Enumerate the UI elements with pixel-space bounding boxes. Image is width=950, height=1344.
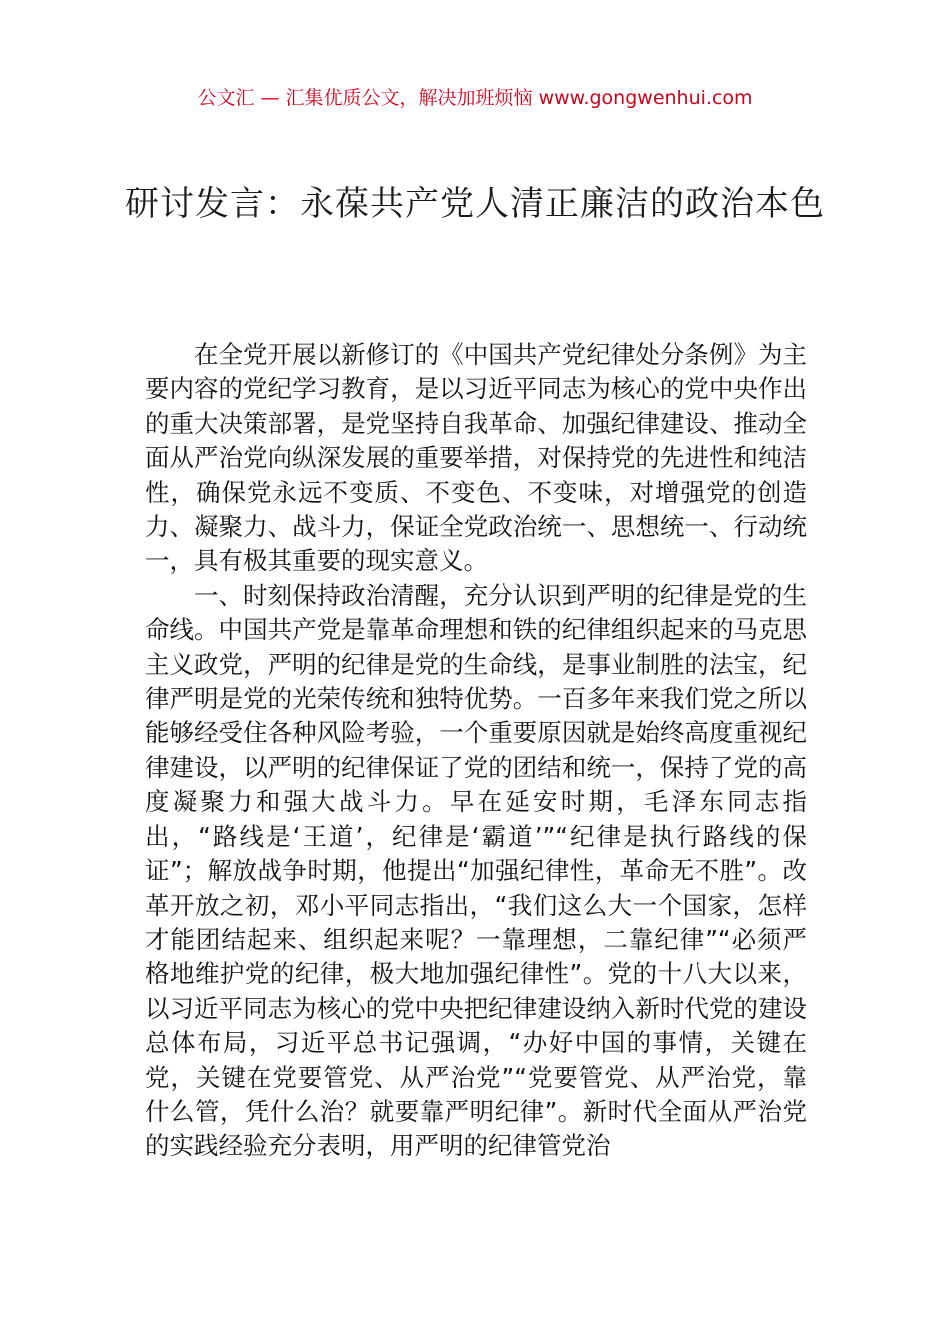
paragraph: 一、时刻保持政治清醒，充分认识到严明的纪律是党的生命线。中国共产党是靠革命理想和铁的纪律组织起来的马克思主义政党，严明的纪律是党的生命线，是事业制胜的法宝，纪律严明是党的光荣传统和独特优势。一百多年来我们党之所以能够经受住各种风险考验，一个重要原因就是始终高度重视纪律建设，以严明的纪律保证了党的团结和统一，保持了党的高度凝聚力和强大战斗力。早在延安时期，毛泽东同志指出，“路线是‘王道’，纪律是‘霸道’”“纪律是执行路线的保证”；解放战争时期，他提出“加强纪律性，革命无不胜”。改革开放之初，邓小平同志指出，“我们这么大一个国家，怎样才能团结起来、组织起来呢？一靠理想，二靠纪律”“必须严格地维护党的纪律，极大地加强纪律性”。党的十八大以来，以习近平同志为核心的党中央把纪律建设纳入新时代党的建设总体布局，习近平总书记强调，“办好中国的事情，关键在党，关键在党要管党、从严治党”“党要管党、从严治党，靠什么管，凭什么治？就要靠严明纪律”。新时代全面从严治党的实践经验充分表明，用严明的纪律管党治 xyxy=(145,580,807,1161)
document-title: 研讨发言：永葆共产党人清正廉洁的政治本色 xyxy=(125,184,825,224)
document-body xyxy=(145,338,807,1164)
site-banner: 公文汇 — 汇集优质公文，解决加班烦恼 www.gongwenhui.com xyxy=(197,87,753,109)
paragraph: 在全党开展以新修订的《中国共产党纪律处分条例》为主要内容的党纪学习教育，是以习近平同志为核心的党中央作出的重大决策部署，是党坚持自我革命、加强纪律建设、推动全面从严治党向纵深发展的重要举措，对保持党的先进性和纯洁性，确保党永远不变质、不变色、不变味，对增强党的创造力、凝聚力、战斗力，保证全党政治统一、思想统一、行动统一，具有极其重要的现实意义。 xyxy=(145,340,807,576)
